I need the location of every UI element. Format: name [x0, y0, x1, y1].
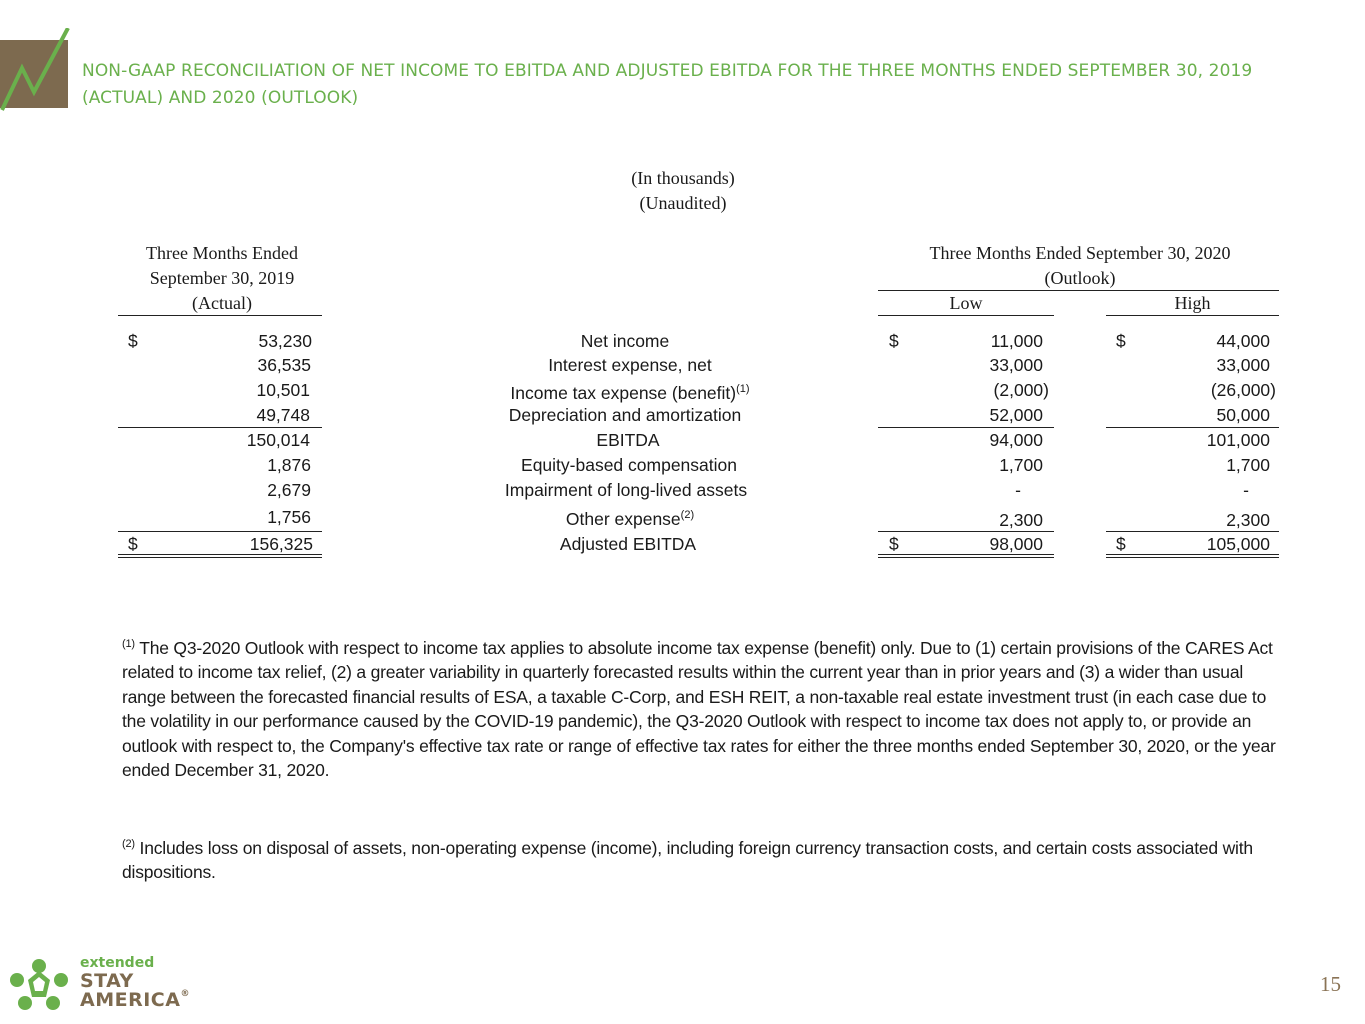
other-expense-actual: 1,756 [267, 507, 311, 527]
actual-header-line3: (Actual) [192, 293, 252, 313]
adjusted-ebitda-label: Adjusted EBITDA [559, 534, 697, 554]
total-rule-actual [118, 531, 322, 532]
brand-line2: STAY [80, 970, 134, 992]
net-income-high: 44,000 [1216, 331, 1270, 351]
low-dollar-sign: $ [889, 331, 899, 351]
adjusted-ebitda-low: 98,000 [989, 534, 1043, 554]
company-logo [10, 955, 190, 1015]
brand-registered-mark: ® [180, 989, 190, 999]
equity-comp-label: Equity-based compensation [521, 455, 737, 475]
net-income-low: 11,000 [990, 331, 1043, 351]
footnote-1-marker: (1) [122, 638, 135, 650]
actual-header-line2: September 30, 2019 [149, 268, 295, 288]
income-tax-high: (26,000) [1210, 380, 1276, 400]
subtotal-rule-low [878, 427, 1054, 428]
depreciation-high: 50,000 [1216, 405, 1270, 425]
impairment-actual: 2,679 [267, 480, 311, 500]
other-expense-low: 2,300 [999, 510, 1043, 530]
actual-dollar-sign: $ [128, 331, 138, 351]
income-tax-label: Income tax expense (benefit)$^{(1)}$ [510, 383, 750, 403]
page-title: NON-GAAP RECONCILIATION OF NET INCOME TO EBITDA AND ADJUSTED EBITDA FOR THE THREE MONTHS ENDED SEPTEMBER 30, 2019 (ACTUAL) AND 2020 (OUTLOOK) [82, 61, 1253, 108]
double-rule-high [1106, 554, 1279, 558]
adjusted-ebitda-actual: 156,325 [249, 534, 313, 554]
other-expense-footnote-ref: (2) [680, 509, 695, 521]
brand-line3: AMERICA® [80, 989, 190, 1011]
star-logo-icon [10, 957, 68, 1011]
footnote-2 [122, 836, 1282, 885]
high-header-rule [1106, 315, 1279, 316]
footnote-1-text: The Q3-2020 Outlook with respect to income tax applies to absolute income tax expense (benefit) only. Due to (1) certain provisions of the CARES Act related to income tax relief, (2) a greater variability in quarterly forecasted results within the current year than in prior years and (3) a wider than usual range between the forecasted financial results of ESA, a taxable C-Corp, and ESH REIT, a non-taxable real estate investment trust (in each case due to the volatility in our performance caused by the COVID-19 pandemic), the Q3-2020 Outlook with respect to income tax does not apply to, or provide an outlook with respect to, the Company's effective tax rate or range of effective tax rates for either the three months ended September 30, 2020, or the year ended December 31, 2020. [122, 638, 1276, 781]
ebitda-low: 94,000 [989, 430, 1043, 450]
header-logo-icon [0, 28, 72, 112]
impairment-high: - [1243, 480, 1249, 500]
interest-high: 33,000 [1216, 355, 1270, 375]
equity-comp-low: 1,700 [999, 455, 1043, 475]
depreciation-low: 52,000 [989, 405, 1043, 425]
ebitda-actual: 150,014 [246, 430, 310, 450]
subtotal-rule-high [1106, 427, 1279, 428]
interest-actual: 36,535 [257, 355, 311, 375]
income-tax-low: (2,000) [993, 380, 1049, 400]
footnote-1 [122, 636, 1282, 782]
outlook-header-rule [878, 290, 1279, 291]
impairment-label: Impairment of long-lived assets [504, 480, 748, 500]
double-rule-low [878, 554, 1054, 558]
total-rule-low [878, 531, 1054, 532]
brand-line1: extended [80, 955, 155, 971]
outlook-header-line2: (Outlook) [1044, 268, 1116, 288]
total-low-dollar-sign: $ [889, 534, 899, 554]
audit-label: (Unaudited) [639, 193, 727, 213]
equity-comp-high: 1,700 [1226, 455, 1270, 475]
units-label: (In thousands) [631, 168, 735, 188]
impairment-low: - [1015, 480, 1021, 500]
total-rule-high [1106, 531, 1279, 532]
actual-header-rule [118, 315, 322, 316]
low-header: Low [949, 293, 983, 313]
other-expense-high: 2,300 [1226, 510, 1270, 530]
net-income-label: Net income [580, 331, 670, 351]
net-income-actual: 53,230 [258, 331, 312, 351]
footnote-2-marker: (2) [122, 838, 135, 850]
subtotal-rule-actual [118, 427, 322, 428]
actual-header-line1: Three Months Ended [146, 243, 298, 263]
depreciation-actual: 49,748 [256, 405, 310, 425]
high-header: High [1174, 293, 1211, 313]
double-rule-actual [118, 554, 322, 558]
income-tax-footnote-ref: (1) [736, 383, 750, 395]
high-dollar-sign: $ [1116, 331, 1126, 351]
total-actual-dollar-sign: $ [128, 534, 138, 554]
interest-label: Interest expense, net [548, 355, 712, 375]
ebitda-high: 101,000 [1206, 430, 1270, 450]
income-tax-actual: 10,501 [256, 380, 310, 400]
interest-low: 33,000 [989, 355, 1043, 375]
adjusted-ebitda-high: 105,000 [1206, 534, 1270, 554]
footnote-2-text: Includes loss on disposal of assets, non-operating expense (income), including foreign currency transaction costs, and certain costs associated with dispositions. [122, 838, 1253, 883]
outlook-header-line1: Three Months Ended September 30, 2020 [929, 243, 1231, 263]
page-number: 15 [1320, 972, 1341, 996]
ebitda-label: EBITDA [596, 430, 660, 450]
other-expense-label: Other expense$^{(2)}$ [565, 509, 695, 529]
low-header-rule [878, 315, 1054, 316]
total-high-dollar-sign: $ [1116, 534, 1126, 554]
depreciation-label: Depreciation and amortization [508, 405, 742, 425]
equity-comp-actual: 1,876 [267, 455, 311, 475]
